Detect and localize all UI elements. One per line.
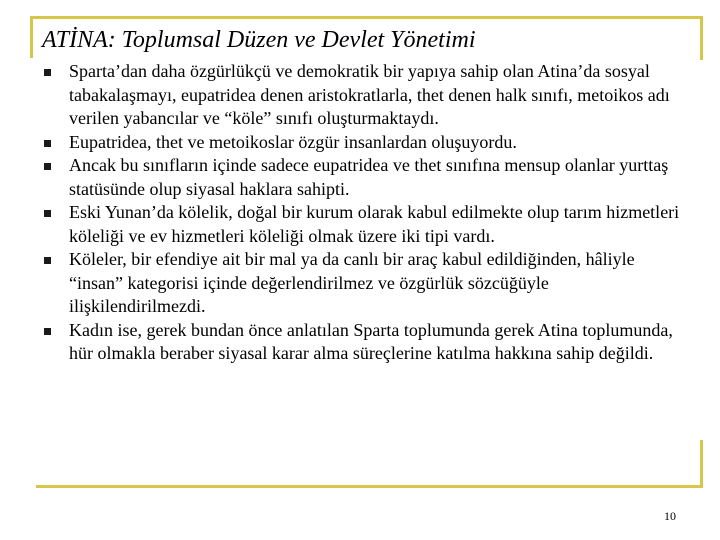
- bullet-text: Eupatridea, thet ve metoikoslar özgür insanlardan oluşuyordu.: [69, 131, 517, 152]
- frame-right-rule: [700, 16, 703, 60]
- frame-top-rule: [30, 16, 702, 19]
- slide-title: ATİNA: Toplumsal Düzen ve Devlet Yönetimi: [42, 27, 476, 53]
- bullet-text: Ancak bu sınıfların içinde sadece eupatridea ve thet sınıfına mensup olanlar yurttaş statüsünde olup siyasal haklara sahipti.: [69, 155, 669, 199]
- page-number: 10: [664, 509, 676, 523]
- bullet-item: [44, 319, 684, 366]
- bullet-text: Eski Yunan’da kölelik, doğal bir kurum olarak kabul edilmekte olup tarım hizmetleri köleliği ve ev hizmetleri köleliği olmak üzere iki tipi vardı.: [69, 202, 680, 246]
- square-bullet-icon: [44, 163, 51, 170]
- square-bullet-icon: [44, 257, 51, 264]
- bullet-item: [44, 154, 684, 201]
- square-bullet-icon: [44, 328, 51, 335]
- frame-right-lower-rule: [700, 440, 703, 488]
- bullet-text: Köleler, bir efendiye ait bir mal ya da canlı bir araç kabul edildiğinden, hâliyle “insan” kategorisi içinde değerlendirilmez ve özgürlük sözcüğüyle ilişkilendirilmezdi.: [69, 249, 635, 316]
- frame-bottom-rule: [36, 485, 702, 488]
- bullet-item: [44, 131, 684, 155]
- bullet-item: [44, 201, 684, 248]
- bullet-text: Kadın ise, gerek bundan önce anlatılan Sparta toplumunda gerek Atina toplumunda, hür olmakla beraber siyasal karar alma süreçlerine katılma hakkına sahip değildi.: [69, 319, 673, 363]
- bullet-item: [44, 60, 684, 131]
- bullet-list: [44, 60, 684, 366]
- square-bullet-icon: [44, 69, 51, 76]
- bullet-text: Sparta’dan daha özgürlükçü ve demokratik bir yapıya sahip olan Atina’da sosyal tabakalaşmayı, eupatridea denen aristokratlarla, thet denen halk sınıfı, metoikos adı verilen yabancılar ve “köle” sınıfı oluşturmaktaydı.: [69, 61, 670, 128]
- bullet-item: [44, 248, 684, 319]
- frame-left-rule: [30, 16, 33, 58]
- square-bullet-icon: [44, 140, 51, 147]
- square-bullet-icon: [44, 210, 51, 217]
